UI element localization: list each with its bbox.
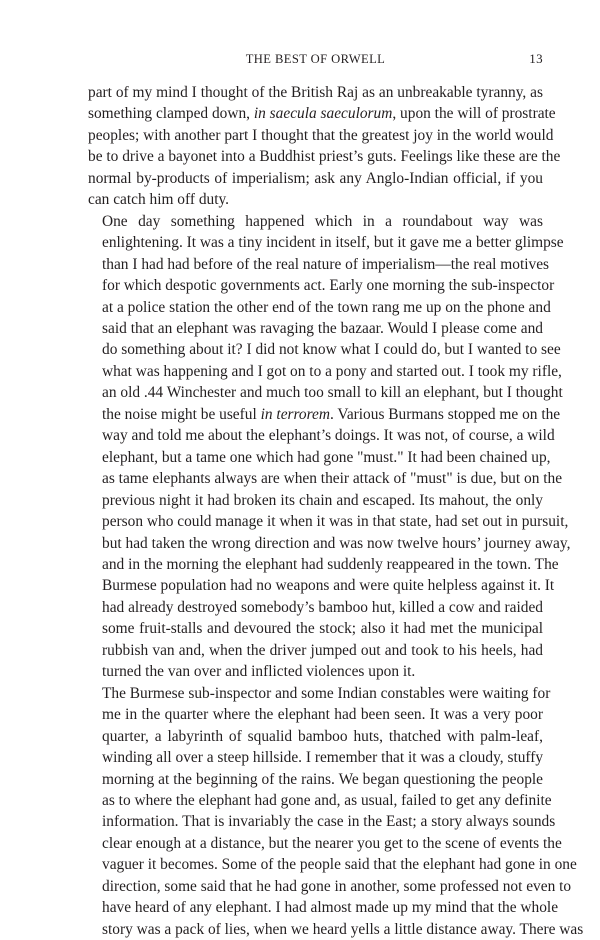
text-line — [88, 211, 543, 232]
text-run: information. That is invariably the case in the East; a story always sounds — [102, 813, 556, 831]
text-line — [88, 425, 555, 446]
text-run: morning at the beginning of the rains. We began questioning the people — [102, 770, 543, 788]
page-number: 13 — [529, 51, 543, 66]
text-run: than I had had before of the real nature of imperialism—the real motives — [102, 255, 550, 273]
body-text — [88, 82, 584, 940]
text-run: clear enough at a distance, but the nearer you get to the scene of events the — [102, 834, 562, 852]
text-run: be to drive a bayonet into a Buddhist priest’s guts. Feelings like these are the — [88, 148, 561, 166]
paragraph — [88, 683, 584, 940]
text-run: an old .44 Winchester and much too small to kill an elephant, but I thought — [102, 384, 563, 402]
text-run: part of my mind I thought of the British Raj as an unbreakable tyranny, as — [88, 84, 543, 101]
text-run: . Various Burmans stopped me on the — [330, 405, 561, 423]
text-run: enlightening. It was a tiny incident in itself, but it gave me a better glimpse — [102, 234, 564, 252]
text-line — [88, 790, 552, 811]
text-line — [88, 726, 543, 747]
text-line — [88, 146, 561, 167]
text-run: previous night it had broken its chain and escaped. Its mahout, the only — [102, 491, 543, 509]
text-line — [88, 683, 551, 704]
book-page — [88, 50, 584, 938]
text-run: direction, some said that he had gone in another, some professed not even to — [102, 877, 572, 895]
text-run: the noise might be useful — [102, 405, 261, 423]
text-line — [88, 533, 571, 554]
paragraph — [88, 211, 571, 683]
text-line — [88, 575, 555, 596]
text-run: and in the morning the elephant had suddenly reappeared in the town. The — [102, 555, 559, 573]
text-run: peoples; with another part I thought that the greatest joy in the world would — [88, 126, 554, 144]
running-title: THE BEST OF ORWELL — [245, 52, 386, 66]
text-run: but had taken the wrong direction and was now twelve hours’ journey away, — [102, 534, 571, 552]
text-line — [88, 876, 572, 897]
text-line — [88, 490, 543, 511]
text-run: way and told me about the elephant’s doings. It was not, of course, a wild — [102, 427, 555, 445]
text-run: do something about it? I did not know what I could do, but I wanted to see — [102, 341, 561, 359]
text-line — [88, 618, 543, 639]
text-line — [88, 554, 559, 575]
text-line — [88, 103, 556, 124]
text-line — [88, 897, 559, 918]
text-line — [88, 919, 584, 940]
text-line — [88, 125, 554, 146]
text-run: had already destroyed somebody’s bamboo hut, killed a cow and raided — [102, 598, 543, 616]
text-run: rubbish van and, when the driver jumped out and took to his heels, had — [102, 641, 543, 659]
text-run: The Burmese sub-inspector and some Indian constables were waiting for — [102, 684, 551, 702]
text-run: as tame elephants always are when their attack of "must" is due, but on the — [102, 470, 563, 488]
text-line — [88, 189, 543, 210]
text-line — [88, 297, 551, 318]
text-run: as to where the elephant had gone and, as usual, failed to get any definite — [102, 791, 552, 809]
paragraph — [88, 82, 561, 211]
text-run: story was a pack of lies, when we heard yells a little distance away. There was — [102, 920, 584, 938]
text-line — [88, 854, 577, 875]
text-run: have heard of any elephant. I had almost made up my mind that the whole — [102, 899, 559, 917]
italic-phrase: in saecula saeculorum — [253, 105, 393, 123]
text-line — [88, 833, 562, 854]
text-run: Burmese population had no weapons and were quite helpless against it. It — [102, 577, 555, 595]
text-line — [88, 404, 561, 425]
text-run: winding all over a steep hillside. I remember that it was a cloudy, stuffy — [102, 749, 544, 767]
italic-phrase: in terrorem — [260, 405, 330, 423]
text-line — [88, 361, 562, 382]
text-run: turned the van over and inflicted violences upon it. — [102, 663, 416, 681]
text-run: person who could manage it when it was in that state, had set out in pursuit, — [102, 513, 569, 531]
text-run: , upon the will of prostrate — [392, 105, 556, 123]
text-line — [88, 232, 564, 253]
text-line — [88, 82, 543, 103]
text-run: something clamped down, — [88, 105, 254, 123]
text-run: One day something happened which in a roundabout way was — [102, 212, 543, 230]
text-line — [88, 704, 543, 725]
text-line — [88, 318, 543, 339]
text-run: for which despotic governments act. Early one morning the sub-inspector — [102, 277, 555, 295]
text-run: normal by-products of imperialism; ask any Anglo-Indian official, if you — [88, 169, 543, 187]
text-run: some fruit-stalls and devoured the stock; also it had met the municipal — [102, 620, 543, 638]
text-line — [88, 597, 543, 618]
text-line — [88, 168, 543, 189]
text-run: elephant, but a tame one which had gone "must." It had been chained up, — [102, 448, 551, 466]
text-line — [88, 254, 550, 275]
text-run: quarter, a labyrinth of squalid bamboo huts, thatched with palm-leaf, — [102, 727, 543, 745]
text-line — [88, 511, 569, 532]
text-run: at a police station the other end of the town rang me up on the phone and — [102, 298, 551, 316]
text-line — [88, 468, 563, 489]
text-line — [88, 275, 555, 296]
text-line — [88, 811, 556, 832]
text-line — [88, 339, 561, 360]
text-run: said that an elephant was ravaging the bazaar. Would I please come and — [102, 319, 543, 337]
text-run: what was happening and I got on to a pony and started out. I took my rifle, — [102, 362, 562, 380]
text-line — [88, 747, 543, 768]
text-line — [88, 640, 543, 661]
text-run: can catch him off duty. — [88, 191, 230, 209]
text-line — [88, 447, 551, 468]
text-line — [88, 769, 543, 790]
running-header — [88, 50, 543, 72]
text-line — [88, 382, 563, 403]
text-line — [88, 661, 543, 682]
text-run: me in the quarter where the elephant had been seen. It was a very poor — [102, 706, 543, 724]
text-run: vaguer it becomes. Some of the people said that the elephant had gone in one — [102, 856, 577, 874]
